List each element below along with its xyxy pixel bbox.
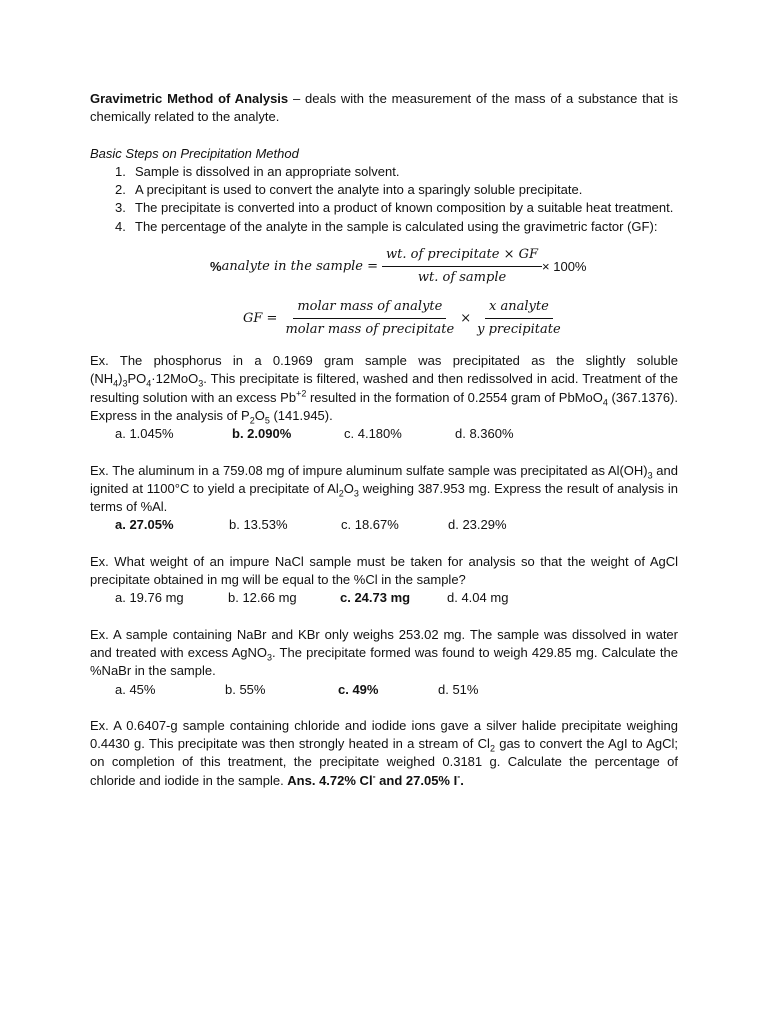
choice-b: b. 55%: [225, 681, 266, 697]
intro-definition: – deals with the measurement of the mass of a substance that is chemically related to the analyte.: [90, 91, 678, 125]
choice-b: b. 12.66 mg: [228, 590, 297, 606]
choice-c: c. 18.67%: [341, 517, 399, 533]
steps-list: [90, 163, 678, 236]
example-1-choices: [90, 425, 678, 443]
list-item: 4. The percentage of the analyte in the sample is calculated using the gravimetric factor (GF):: [115, 218, 658, 234]
choice-d: d. 8.360%: [455, 426, 514, 442]
example-2-text: Ex. The aluminum in a 759.08 mg of impure aluminum sulfate sample was precipitated as $Al(OH)_3$ and ignited at 1100°C to yield a precipitate of $Al_2O_3$ weighing 387.953 mg. Express the result of analysis in terms of %Al.: [90, 462, 678, 515]
example-4-text: Ex. A sample containing NaBr and KBr only weighs 253.02 mg. The sample was dissolved in water and treated with excess AgNO$_3$. The precipitate formed was found to weigh 429.85 mg. Calculate the %NaBr in the sample.: [90, 626, 679, 679]
choice-d: d. 51%: [438, 681, 479, 697]
example-2-choices: [90, 516, 678, 534]
choice-c: c. 49%: [338, 681, 379, 697]
choice-d: d. 23.29%: [448, 517, 507, 533]
list-item: 2. A precipitant is used to convert the analyte into a sparingly soluble precipitate.: [115, 182, 583, 198]
document-page: [90, 90, 678, 790]
list-item: 1. Sample is dissolved in an appropriate solvent.: [115, 163, 400, 179]
percent-analyte-formula: % analyte in the sample = $\frac{\text{wt. of precipitate × GF}}{\text{wt. of sample}}$ × 100%: [210, 247, 587, 286]
choice-c: c. 4.180%: [344, 426, 402, 442]
example-5-text: Ex. A 0.6407-g sample containing chloride and iodide ions gave a silver halide precipitate weighing 0.4430 g. This precipitate was then strongly heated in a stream of $Cl_2$ gas to convert the AgI to AgCl; on completion of this treatment, the precipitate weighed 0.3181 g. Calculate the percentage of chloride and iodide in the sample. Ans. 4.72% Cl- and 27.05% I-.: [90, 717, 678, 788]
example-4-choices: [90, 681, 678, 699]
choice-b: b. 13.53%: [229, 517, 288, 533]
steps-heading: Basic Steps on Precipitation Method: [90, 145, 299, 161]
choice-a: a. 19.76 mg: [115, 590, 184, 606]
intro-term: Gravimetric Method of Analysis: [90, 91, 289, 106]
example-3-choices: [90, 589, 678, 607]
choice-d: d. 4.04 mg: [447, 590, 509, 606]
choice-a: a. 1.045%: [115, 426, 174, 442]
gravimetric-factor-formula: GF = $\frac{\text{molar mass of analyte}}{\text{molar mass of precipitate}}$ × $\frac{\text{x analyte}}{\text{y precipitate}}$: [243, 299, 561, 338]
choice-a: a. 45%: [115, 681, 156, 697]
choice-b: b. 2.090%: [232, 426, 292, 442]
list-item: 3. The precipitate is converted into a product of known composition by a suitable heat treatment.: [115, 200, 674, 216]
example-3-text: Ex. What weight of an impure NaCl sample must be taken for analysis so that the weight of AgCl precipitate obtained in mg will be equal to the %Cl in the sample?: [90, 553, 678, 588]
choice-a: a. 27.05%: [115, 517, 174, 533]
choice-c: c. 24.73 mg: [340, 590, 411, 606]
example-1-text: Ex. The phosphorus in a 0.1969 gram sample was precipitated as the slightly soluble $(NH_4)_3PO_4\cdot 12MoO_3$. This precipitate is filtered, washed and then redissolved in acid. Treatment of the resulting solution with an excess $Pb^{+2}$ resulted in the formation of 0.2554 gram of PbMoO$_4$ (367.1376). Express in the analysis of $P_2O_5$ (141.945).: [90, 353, 678, 426]
intro-paragraph: [90, 90, 678, 127]
